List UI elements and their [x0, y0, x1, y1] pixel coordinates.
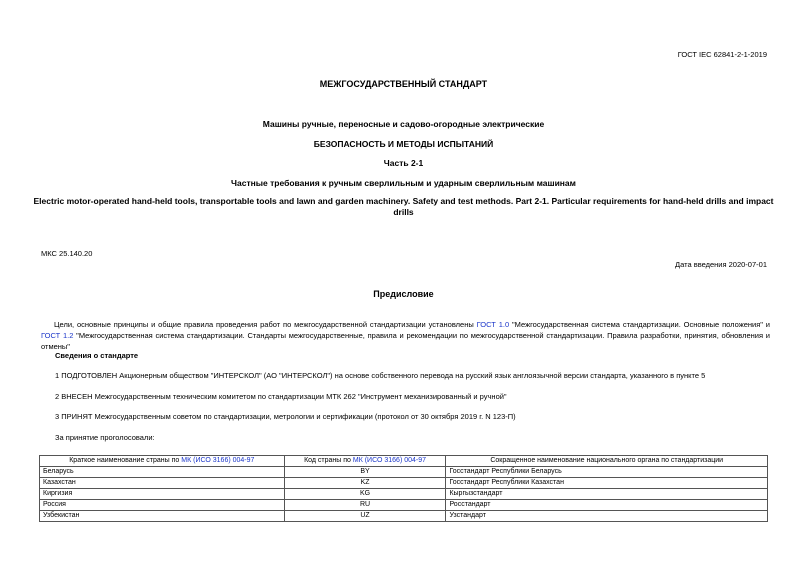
mks-code: МКС 25.140.20: [41, 249, 93, 258]
header-country-code: [284, 456, 446, 467]
part-number: Часть 2-1: [383, 158, 424, 168]
body-cell: Кыргызстандарт: [446, 489, 768, 500]
code-cell: BY: [284, 467, 446, 478]
mk-iso-3166-link[interactable]: МК (ИСО 3166) 004-97: [181, 457, 255, 464]
table-row: [40, 511, 768, 522]
country-cell: Киргизия: [40, 489, 285, 500]
code-cell: UZ: [284, 511, 446, 522]
header-text: Код страны по: [304, 457, 353, 464]
title-english: Electric motor-operated hand-held tools, transportable tools and lawn and garden machinery. Safety and test methods. Part 2-1. Particular requirements for hand-held drills and impact drills: [33, 196, 774, 217]
table-header-row: [40, 456, 768, 467]
paragraph-text: "Межгосударственная система стандартизации. Стандарты межгосударственные, правила и рекомендации по межгосударственной стандартизации. Правила разработки, принятия, обновления и отмены": [41, 331, 770, 351]
gost-1-2-link[interactable]: ГОСТ 1.2: [41, 331, 74, 340]
introduction-date: Дата введения 2020-07-01: [675, 260, 767, 269]
country-cell: Россия: [40, 500, 285, 511]
country-cell: Узбекистан: [40, 511, 285, 522]
document-code: ГОСТ IEC 62841-2-1-2019: [677, 50, 767, 59]
standard-info-heading: Сведения о стандарте: [55, 351, 139, 360]
header-text: Краткое наименование страны по: [69, 457, 182, 464]
title-russian: Машины ручные, переносные и садово-огородные электрические: [262, 119, 545, 129]
table-row: [40, 500, 768, 511]
table-row: [40, 489, 768, 500]
foreword-paragraph: [41, 319, 770, 352]
header-standards-body: Сокращенное наименование национального органа по стандартизации: [446, 456, 768, 467]
info-item-prepared: 1 ПОДГОТОВЛЕН Акционерным обществом "ИНТЕРСКОЛ" (АО "ИНТЕРСКОЛ") на основе собственного перевода на русский язык англоязычной версии стандарта, указанного в пункте 5: [55, 371, 706, 380]
paragraph-text: Цели, основные принципы и общие правила проведения работ по межгосударственной стандартизации установлены: [54, 320, 477, 329]
table-row: [40, 478, 768, 489]
info-item-adopted: 3 ПРИНЯТ Межгосударственным советом по стандартизации, метрологии и сертификации (протокол от 30 октября 2019 г. N 123-П): [55, 412, 516, 421]
body-cell: Росстандарт: [446, 500, 768, 511]
voting-countries-table: [39, 455, 768, 522]
standard-type-heading: МЕЖГОСУДАРСТВЕННЫЙ СТАНДАРТ: [319, 79, 488, 89]
voted-label: За принятие проголосовали:: [55, 433, 155, 442]
body-cell: Госстандарт Республики Казахстан: [446, 478, 768, 489]
paragraph-text: "Межгосударственная система стандартизации. Основные положения" и: [509, 320, 770, 329]
country-cell: Беларусь: [40, 467, 285, 478]
particular-requirements-title: Частные требования к ручным сверлильным и ударным сверлильным машинам: [231, 178, 576, 188]
gost-1-0-link[interactable]: ГОСТ 1.0: [476, 320, 510, 329]
code-cell: KG: [284, 489, 446, 500]
code-cell: KZ: [284, 478, 446, 489]
table-row: [40, 467, 768, 478]
mk-iso-3166-link[interactable]: МК (ИСО 3166) 004-97: [352, 457, 427, 464]
code-cell: RU: [284, 500, 446, 511]
body-cell: Госстандарт Республики Беларусь: [446, 467, 768, 478]
info-item-submitted: 2 ВНЕСЕН Межгосударственным техническим комитетом по стандартизации МТК 262 "Инструмент механизированный и ручной": [55, 392, 507, 401]
header-country-name: [40, 456, 285, 467]
foreword-heading: Предисловие: [373, 289, 434, 299]
country-cell: Казахстан: [40, 478, 285, 489]
subtitle-russian: БЕЗОПАСНОСТЬ И МЕТОДЫ ИСПЫТАНИЙ: [313, 139, 494, 149]
body-cell: Узстандарт: [446, 511, 768, 522]
